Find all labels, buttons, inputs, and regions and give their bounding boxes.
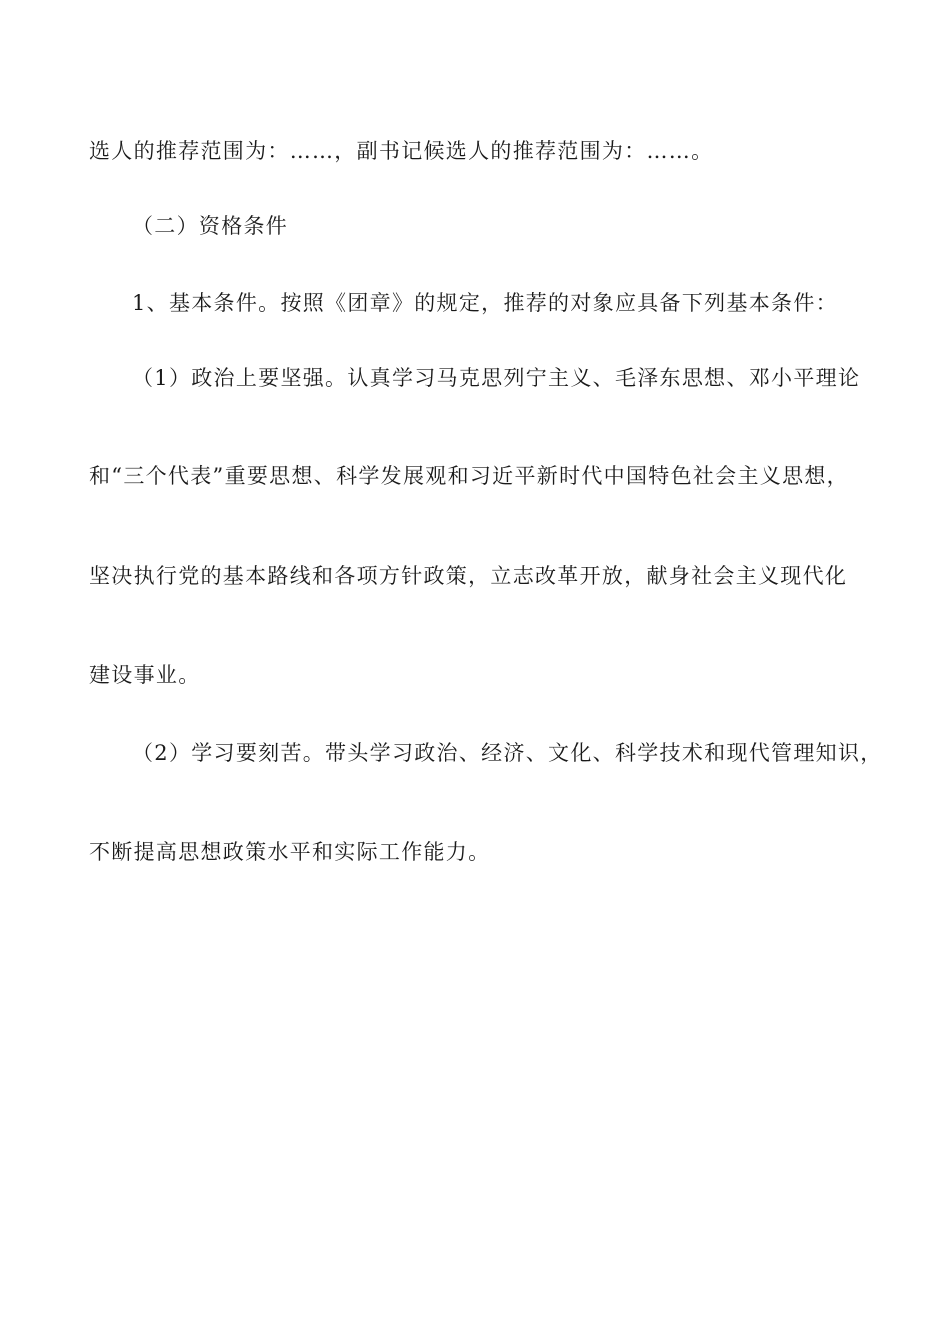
text-line: 选人的推荐范围为：……，副书记候选人的推荐范围为：……。 (89, 139, 714, 163)
text-line: 1、基本条件。按照《团章》的规定，推荐的对象应具备下列基本条件： (132, 291, 838, 315)
text-line: 和“三个代表”重要思想、科学发展观和习近平新时代中国特色社会主义思想， (89, 464, 849, 488)
text-line: 不断提高思想政策水平和实际工作能力。 (89, 840, 491, 864)
text-line: 坚决执行党的基本路线和各项方针政策，立志改革开放，献身社会主义现代化 (89, 564, 848, 588)
text-line: （1）政治上要坚强。认真学习马克思列宁主义、毛泽东思想、邓小平理论 (132, 366, 861, 390)
text-line: （2）学习要刻苦。带头学习政治、经济、文化、科学技术和现代管理知识， (132, 741, 883, 765)
text-line: 建设事业。 (89, 663, 201, 687)
section-heading: （二）资格条件 (132, 214, 289, 238)
